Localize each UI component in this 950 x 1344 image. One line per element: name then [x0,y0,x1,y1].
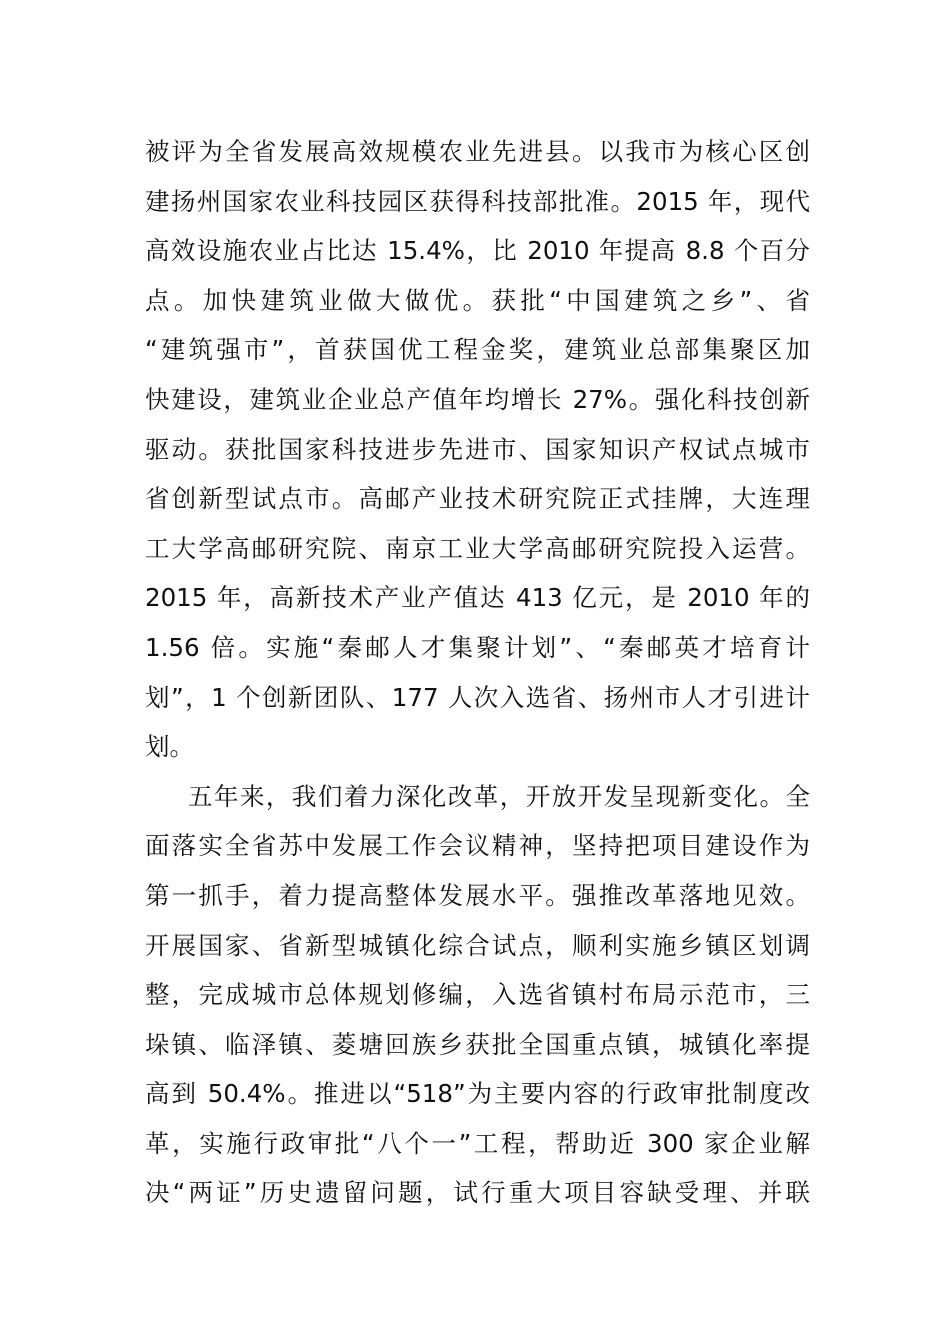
text-line: 面落实全省苏中发展工作会议精神，坚持把项目建设作为 [145,831,810,861]
text-line: 开展国家、省新型城镇化综合试点，顺利实施乡镇区划调 [145,930,810,960]
text-line: 划”，1 个创新团队、177 人次入选省、扬州市人才引进计 [145,682,810,712]
text-line: 整，完成城市总体规划修编，入选省镇村布局示范市，三 [145,980,810,1010]
text-line: 2015 年，高新技术产业产值达 413 亿元，是 2010 年的 [145,583,810,613]
text-line: 驱动。获批国家科技进步先进市、国家知识产权试点城市 [145,434,810,464]
text-line: 垛镇、临泽镇、菱塘回族乡获批全国重点镇，城镇化率提 [145,1029,810,1059]
text-line: 第一抓手，着力提高整体发展水平。强推改革落地见效。 [145,880,810,910]
body-text [145,127,810,1218]
text-line: 高到 50.4%。推进以“518”为主要内容的行政审批制度改 [145,1079,810,1109]
text-line: 划。 [145,732,194,762]
text-line: 被评为全省发展高效规模农业先进县。以我市为核心区创 [145,137,810,166]
paragraph-first-line: 五年来，我们着力深化改革，开放开发呈现新变化。全 [188,781,810,811]
text-line: 点。加快建筑业做大做优。获批“中国建筑之乡”、省 [145,285,810,315]
text-line: 建扬州国家农业科技园区获得科技部批准。2015 年，现代 [145,186,810,216]
text-line: 快建设，建筑业企业总产值年均增长 27%。强化科技创新 [145,384,810,414]
text-line: 1.56 倍。实施“秦邮人才集聚计划”、“秦邮英才培育计 [145,632,810,662]
text-line: 革，实施行政审批“八个一”工程，帮助近 300 家企业解 [145,1128,810,1158]
text-line: 高效设施农业占比达 15.4%，比 2010 年提高 8.8 个百分 [145,236,810,266]
text-line: 决“两证”历史遗留问题，试行重大项目容缺受理、并联 [145,1178,810,1208]
text-line: “建筑强市”，首获国优工程金奖，建筑业总部集聚区加 [145,335,810,365]
text-line: 省创新型试点市。高邮产业技术研究院正式挂牌，大连理 [145,484,810,514]
text-line: 工大学高邮研究院、南京工业大学高邮研究院投入运营。 [145,533,810,563]
